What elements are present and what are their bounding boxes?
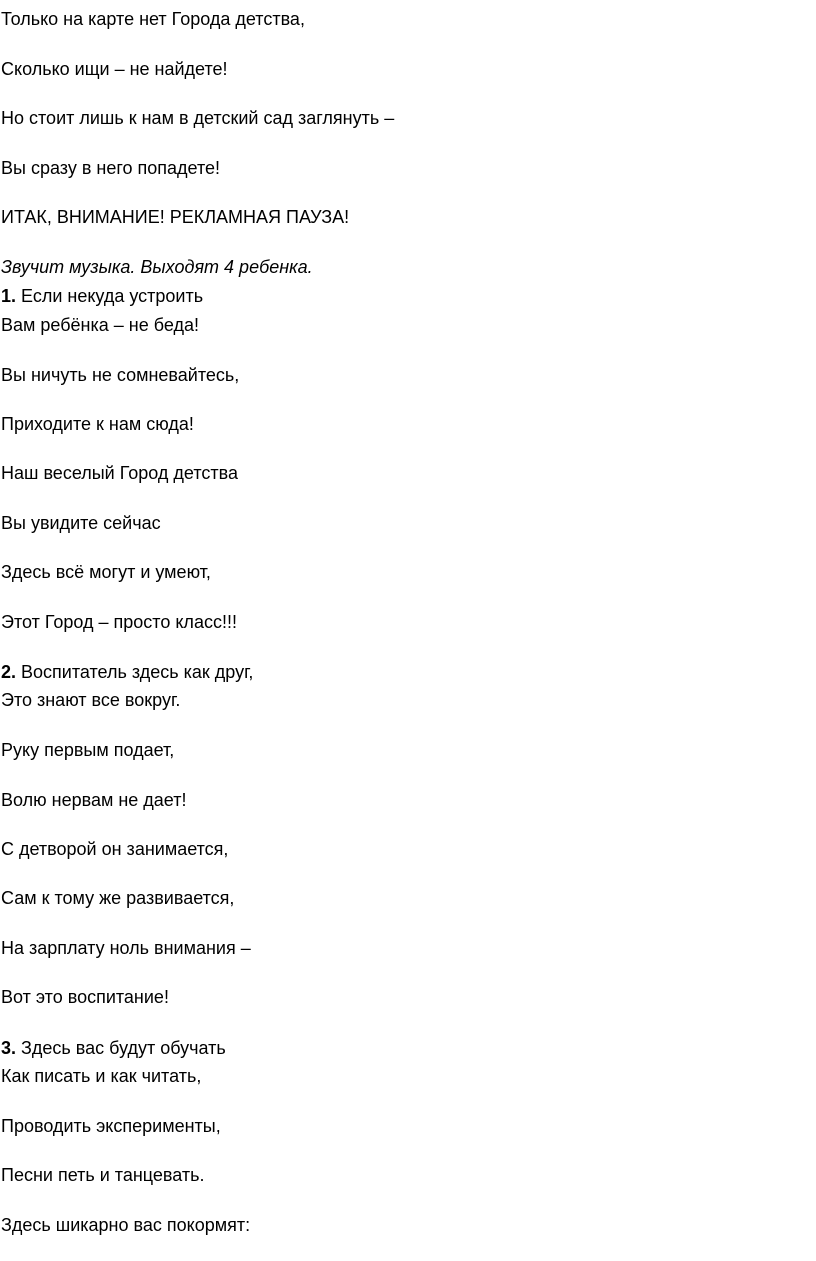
verse-2-line-7: На зарплату ноль внимания –	[1, 938, 251, 958]
verse-3-number: 3.	[1, 1038, 17, 1058]
verse-2-number: 2.	[1, 662, 17, 682]
intro-line-1: Только на карте нет Города детства,	[1, 9, 305, 29]
intro-line-3: Но стоит лишь к нам в детский сад заглянуть –	[1, 108, 395, 128]
verse-3-line-3: Проводить эксперименты,	[1, 1116, 221, 1136]
verse-1-line-6: Вы увидите сейчас	[1, 513, 161, 533]
verse-2-line-3: Руку первым подает,	[1, 740, 175, 760]
verse-2-line-4: Волю нервам не дает!	[1, 790, 187, 810]
verse-2-line-1-text: Воспитатель здесь как друг,	[21, 662, 254, 682]
verse-1-line-1	[1, 285, 203, 307]
verse-3-line-1	[1, 1037, 226, 1059]
verse-3-line-2: Как писать и как читать,	[1, 1066, 202, 1086]
verse-2-line-1	[1, 661, 253, 683]
verse-1-line-2: Вам ребёнка – не беда!	[1, 315, 199, 335]
verse-2-line-8: Вот это воспитание!	[1, 987, 169, 1007]
verse-1-line-4: Приходите к нам сюда!	[1, 414, 194, 434]
intro-line-2: Сколько ищи – не найдете!	[1, 59, 228, 79]
verse-2-line-2: Это знают все вокруг.	[1, 690, 181, 710]
verse-2-line-5: С детворой он занимается,	[1, 839, 229, 859]
verse-1-line-8: Этот Город – просто класс!!!	[1, 612, 237, 632]
intro-line-4: Вы сразу в него попадете!	[1, 158, 220, 178]
stage-direction: Звучит музыка. Выходят 4 ребенка.	[1, 257, 313, 277]
verse-1-line-5: Наш веселый Город детства	[1, 463, 238, 483]
verse-3-line-5: Здесь шикарно вас покормят:	[1, 1215, 251, 1235]
verse-1-number: 1.	[1, 286, 17, 306]
verse-1-line-3: Вы ничуть не сомневайтесь,	[1, 365, 240, 385]
verse-3-line-1-text: Здесь вас будут обучать	[21, 1038, 226, 1058]
announcement: ИТАК, ВНИМАНИЕ! РЕКЛАМНАЯ ПАУЗА!	[1, 207, 350, 227]
verse-1-line-7: Здесь всё могут и умеют,	[1, 562, 211, 582]
verse-2-line-6: Сам к тому же развивается,	[1, 888, 235, 908]
verse-3-line-4: Песни петь и танцевать.	[1, 1165, 205, 1185]
verse-1-line-1-text: Если некуда устроить	[21, 286, 204, 306]
